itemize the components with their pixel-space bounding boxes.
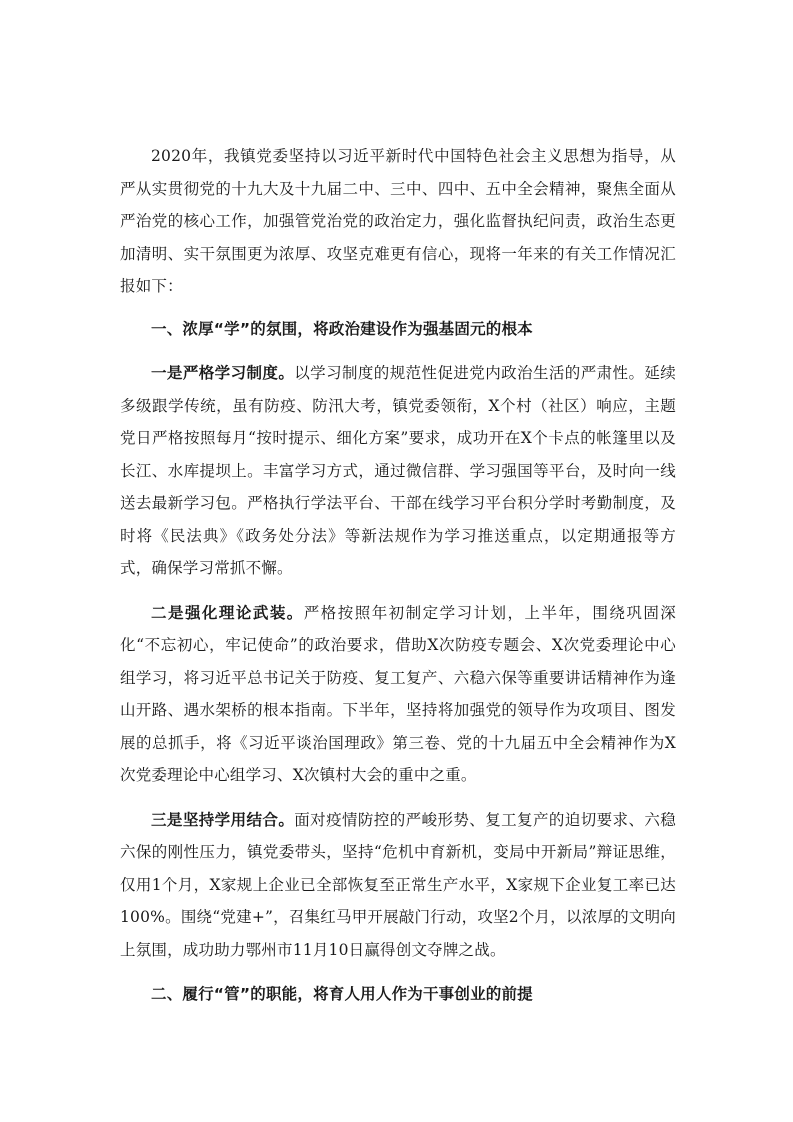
intro-paragraph: 2020年，我镇党委坚持以习近平新时代中国特色社会主义思想为指导，从严从实贯彻党的十九大及十九届二中、三中、四中、五中全会精神，聚焦全面从严治党的核心工作，加强管党治党的政治定力，强化监督执纪问责，政治生态更加清明、实干氛围更为浓厚、攻坚克难更有信心，现将一年来的有关工作情况汇报如下：: [120, 147, 676, 295]
document-body: [120, 140, 676, 1011]
section-heading-2: 二、履行“管”的职能，将育人用人作为干事创业的前提: [151, 985, 533, 1003]
item-lead: 二是强化理论武装。: [151, 602, 304, 622]
item-text: 面对疫情防控的严峻形势、复工复产的迫切要求、六稳六保的刚性压力，镇党委带头，坚持“危机中育新机，变局中开新局”辩证思维，仅用1个月，X家规上企业已全部恢复至正常生产水平，X家规下企业复工率已达100%。围绕“党建+”，召集红马甲开展敲门行动，攻坚2个月，以浓厚的文明向上氛围，成功助力鄂州市11月10日赢得创文夺牌之战。: [120, 810, 676, 959]
section1-item-2: [120, 597, 676, 792]
item-lead: 一是严格学习制度。: [151, 363, 295, 382]
section-heading-1: 一、浓厚“学”的氛围，将政治建设作为强基固元的根本: [151, 319, 533, 338]
section1-item-3: [120, 804, 676, 967]
item-text: 以学习制度的规范性促进党内政治生活的严肃性。延续多级跟学传统，虽有防疫、防汛大考，镇党委领衔，X个村（社区）响应，主题党日严格按照每月“按时提示、细化方案”要求，成功开在X个卡点的帐篷里以及长江、水库提坝上。丰富学习方式，通过微信群、学习强国等平台，及时向一线送去最新学习包。严格执行学法平台、干部在线学习平台积分学时考勤制度，及时将《民法典》《政务处分法》等新法规作为学习推送重点，以定期通报等方式，确保学习常抓不懈。: [120, 364, 676, 577]
item-lead: 三是坚持学用结合。: [151, 809, 295, 829]
section1-item-1: [120, 357, 676, 585]
item-text: 严格按照年初制定学习计划，上半年，围绕巩固深化“不忘初心，牢记使命”的政治要求，借助X次防疫专题会、X次党委理论中心组学习，将习近平总书记关于防疫、复工复产、六稳六保等重要讲话精神作为逢山开路、遇水架桥的根本指南。下半年，坚持将加强党的领导作为攻项目、图发展的总抓手，将《习近平谈治国理政》第三卷、党的十九届五中全会精神作为X次党委理论中心组学习、X次镇村大会的重中之重。: [120, 603, 676, 784]
